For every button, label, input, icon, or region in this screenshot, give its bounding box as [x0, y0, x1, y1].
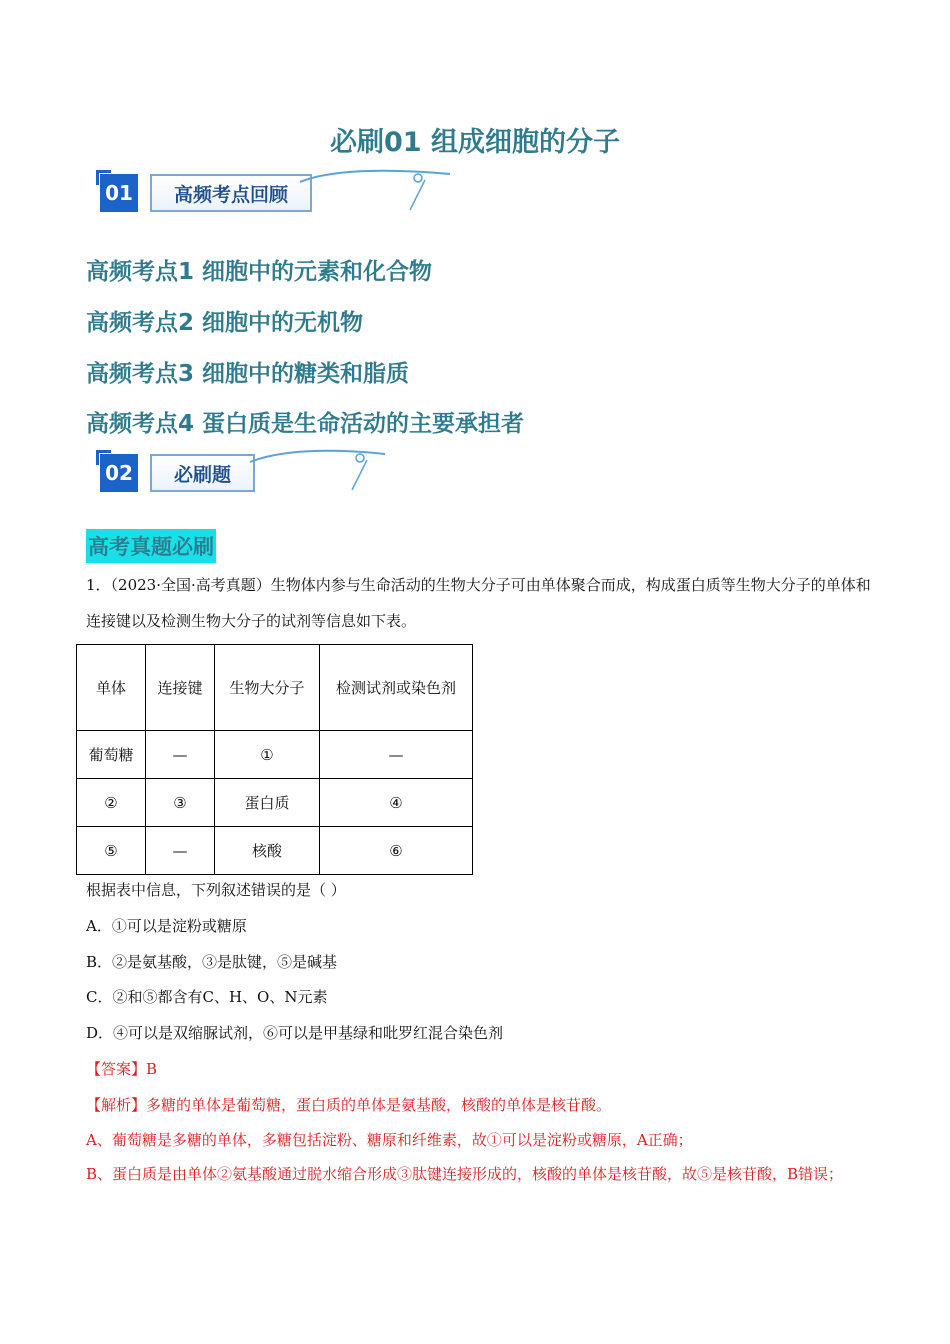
table-cell: ⑤: [77, 827, 146, 875]
key-point-3: 高频考点3 细胞中的糖类和脂质: [86, 361, 410, 387]
banner-number: 02: [100, 454, 138, 492]
banner-label: 高频考点回顾: [150, 174, 312, 212]
table-cell: —: [146, 731, 215, 779]
option-a: A．①可以是淀粉或糖原: [86, 917, 247, 935]
table-header: 检测试剂或染色剂: [320, 645, 473, 731]
section-banner-review: [100, 172, 360, 216]
option-d: D．④可以是双缩脲试剂，⑥可以是甲基绿和吡罗红混合染色剂: [86, 1024, 504, 1042]
analysis-line-1: 【解析】多糖的单体是葡萄糖，蛋白质的单体是氨基酸，核酸的单体是核苷酸。: [86, 1096, 612, 1114]
table-header: 连接键: [146, 645, 215, 731]
info-table: [76, 644, 473, 875]
analysis-line-2: A、葡萄糖是多糖的单体，多糖包括淀粉、糖原和纤维素，故①可以是淀粉或糖原，A正确；: [86, 1131, 693, 1149]
banner-number: 01: [100, 174, 138, 212]
question-prompt: 根据表中信息，下列叙述错误的是（ ）: [86, 881, 346, 899]
banner-swirl-icon: [210, 446, 410, 496]
table-cell: 核酸: [215, 827, 320, 875]
key-point-2: 高频考点2 细胞中的无机物: [86, 310, 364, 336]
section-heading: 高考真题必刷: [86, 529, 216, 563]
page-title: 必刷01 组成细胞的分子: [330, 127, 620, 158]
option-b: B．②是氨基酸，③是肽键，⑤是碱基: [86, 953, 338, 971]
option-c: C．②和⑤都含有C、H、O、N元素: [86, 988, 328, 1006]
table-cell: 蛋白质: [215, 779, 320, 827]
table-cell: ④: [320, 779, 473, 827]
key-point-4: 高频考点4 蛋白质是生命活动的主要承担者: [86, 411, 525, 437]
answer: 【答案】B: [86, 1060, 158, 1078]
table-cell: ⑥: [320, 827, 473, 875]
table-cell: ①: [215, 731, 320, 779]
question-stem: 1．（2023·全国·高考真题）生物体内参与生命活动的生物大分子可由单体聚合而成，构成蛋白质等生物大分子的单体和连接键以及检测生物大分子的试剂等信息如下表。: [86, 576, 871, 630]
table-header: 单体: [77, 645, 146, 731]
analysis-line-3: B、蛋白质是由单体②氨基酸通过脱水缩合形成③肽键连接形成的，核酸的单体是核苷酸，故⑤是核苷酸，B错误；: [86, 1165, 844, 1183]
table-cell: —: [146, 827, 215, 875]
table-cell: ③: [146, 779, 215, 827]
table-header: 生物大分子: [215, 645, 320, 731]
banner-label: 必刷题: [150, 454, 255, 492]
table-cell: 葡萄糖: [77, 731, 146, 779]
table-cell: —: [320, 731, 473, 779]
key-point-1: 高频考点1 细胞中的元素和化合物: [86, 259, 433, 285]
section-banner-practice: [100, 452, 360, 496]
banner-swirl-icon: [260, 166, 460, 216]
table-cell: ②: [77, 779, 146, 827]
